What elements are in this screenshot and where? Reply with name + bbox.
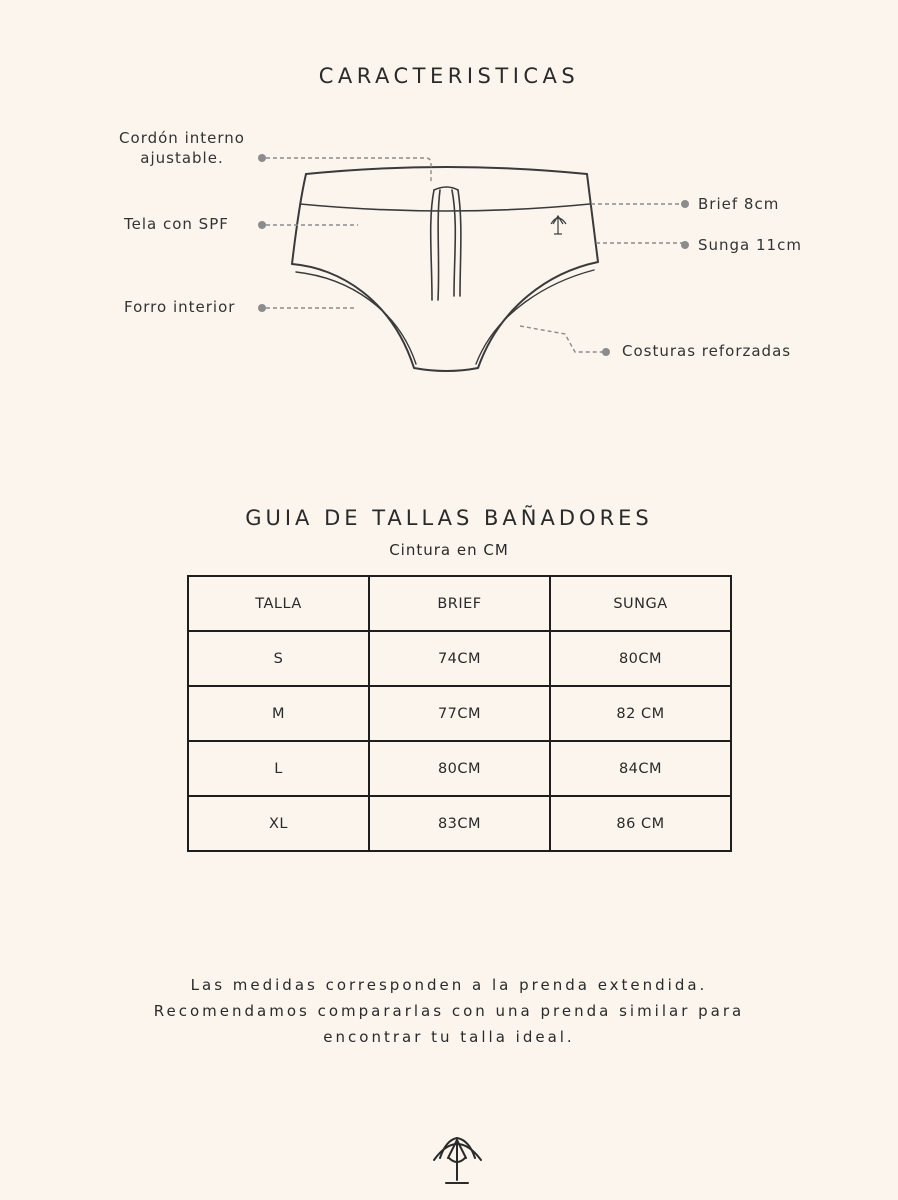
callout-brief: Brief 8cm	[698, 195, 780, 213]
measurement-note	[0, 972, 898, 1050]
callout-lining: Forro interior	[124, 298, 236, 316]
sunga-cell: 82 CM	[550, 686, 731, 741]
table-row	[188, 796, 731, 851]
sunga-cell: 86 CM	[550, 796, 731, 851]
callout-markers	[258, 154, 689, 356]
size-guide-subtitle: Cintura en CM	[389, 541, 509, 559]
header-cell: SUNGA	[550, 576, 731, 631]
brief-garment-illustration	[292, 167, 598, 371]
callout-leaders	[266, 158, 683, 352]
note-line: Las medidas corresponden a la prenda extendida.	[190, 976, 708, 994]
note-line: encontrar tu talla ideal.	[323, 1028, 575, 1046]
table-header-row	[188, 576, 731, 631]
dot-icon	[258, 221, 266, 229]
table-row	[188, 631, 731, 686]
note-line: Recomendamos compararlas con una prenda similar para	[153, 1002, 745, 1020]
brief-cell: 80CM	[369, 741, 550, 796]
size-guide-title: GUIA DE TALLAS BAÑADORES	[245, 506, 653, 530]
callout-fabric: Tela con SPF	[124, 215, 229, 233]
size-table	[187, 575, 732, 852]
table-row	[188, 741, 731, 796]
sunga-cell: 84CM	[550, 741, 731, 796]
dot-icon	[681, 200, 689, 208]
header-cell: TALLA	[188, 576, 369, 631]
sunga-cell: 80CM	[550, 631, 731, 686]
callout-drawstring	[112, 128, 252, 168]
size-cell: XL	[188, 796, 369, 851]
callout-seams: Costuras reforzadas	[622, 342, 792, 360]
table-row	[188, 686, 731, 741]
brief-cell: 77CM	[369, 686, 550, 741]
callout-sunga: Sunga 11cm	[698, 236, 802, 254]
callout-drawstring-line2: ajustable.	[140, 149, 224, 167]
brief-cell: 74CM	[369, 631, 550, 686]
garment-palm-icon	[551, 216, 566, 234]
features-title: CARACTERISTICAS	[318, 64, 580, 88]
size-cell: S	[188, 631, 369, 686]
dot-icon	[681, 241, 689, 249]
palm-tree-icon	[434, 1138, 481, 1183]
callout-drawstring-line1: Cordón interno	[119, 129, 245, 147]
brief-cell: 83CM	[369, 796, 550, 851]
size-cell: L	[188, 741, 369, 796]
dot-icon	[258, 154, 266, 162]
header-cell: BRIEF	[369, 576, 550, 631]
size-cell: M	[188, 686, 369, 741]
dot-icon	[602, 348, 610, 356]
dot-icon	[258, 304, 266, 312]
